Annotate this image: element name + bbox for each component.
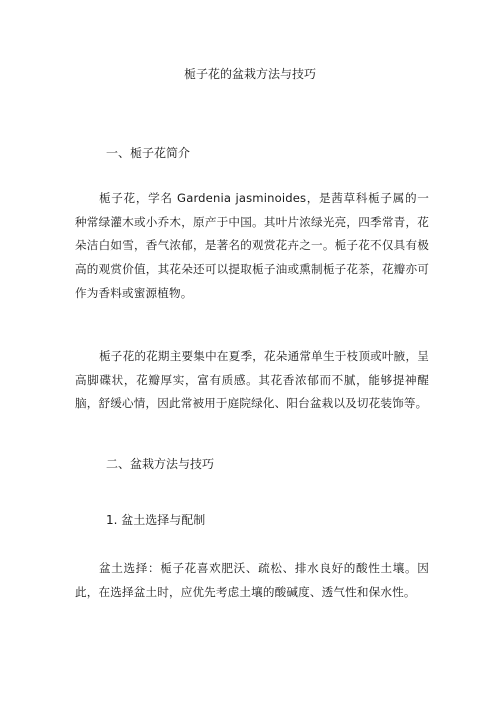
intro-paragraph-1: 栀子花，学名 Gardenia jasminoides，是茜草科栀子属的一种常绿灌木或小乔木，原产于中国。其叶片浓绿光亮，四季常青，花朵洁白如雪，香气浓郁，是著名的观赏花卉之一。栀子花不仅具有极高的观赏价值，其花朵还可以提取栀子油或熏制栀子花茶，花瓣亦可作为香料或蜜源植物。 — [75, 191, 429, 300]
section-heading-intro: 一、栀子花简介 — [106, 146, 191, 160]
intro-paragraph-2: 栀子花的花期主要集中在夏季，花朵通常单生于枝顶或叶腋，呈高脚碟状，花瓣厚实，富有质感。其花香浓郁而不腻，能够提神醒脑，舒缓心情，因此常被用于庭院绿化、阳台盆栽以及切花装饰等。 — [75, 349, 429, 411]
section-heading-methods: 二、盆栽方法与技巧 — [106, 457, 215, 471]
subsection-heading-soil: 1. 盆土选择与配制 — [106, 513, 206, 527]
soil-paragraph: 盆土选择：栀子花喜欢肥沃、疏松、排水良好的酸性土壤。因此，在选择盆土时，应优先考虑土壤的酸碱度、透气性和保水性。 — [75, 561, 429, 599]
document-title: 栀子花的盆栽方法与技巧 — [183, 67, 316, 81]
